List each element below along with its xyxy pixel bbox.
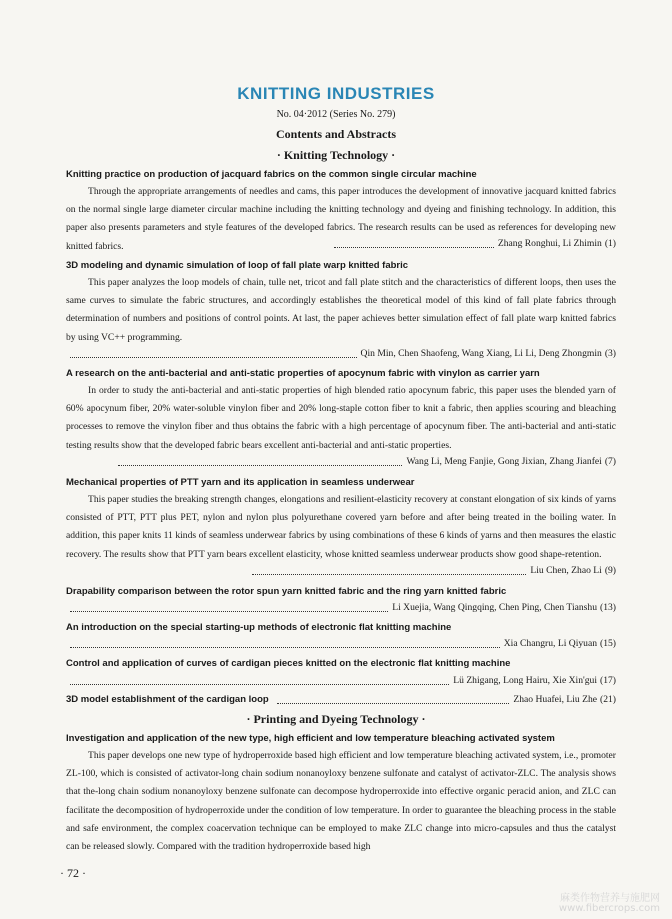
article-title: Control and application of curves of cardigan pieces knitted on the electronic flat knitting machine [66, 658, 511, 669]
article-title: Mechanical properties of PTT yarn and its application in seamless underwear [66, 477, 415, 488]
article-abstract: This paper studies the breaking strength changes, elongations and resilient-elasticity recovery at constant elongation of six kinds of yarns consisted of PTT, PTT plus PET, nylon and nylon plus polyurethane covered yarn before and after being treated in the boiling water. In addition, this paper knits 11 kinds of seamless underwear fabrics by using combinations of these 6 kinds of yarns and then measures the elastic recovery. The results show that PTT yarn bears excellent elasticity, whose knitted seamless underwear products show good shape-retention. [66, 494, 616, 560]
article-authors: Zhang Ronghui, Li Zhimin [497, 238, 602, 249]
article-byline [66, 694, 616, 708]
article-authors: Wang Li, Meng Fanjie, Gong Jixian, Zhang Jianfei [406, 456, 602, 467]
article-abstract: Through the appropriate arrangements of needles and cams, this paper introduces the development of innovative jacquard knitted fabrics on the normal single large diameter circular machine including the knitting technology and dyeing and finishing technology. In addition, this paper also presents parameters and style features of the developed fabrics. The research results can be used as references for developing new knitted fabrics. [66, 186, 616, 252]
article-authors: Qin Min, Chen Shaofeng, Wang Xiang, Li Li, Deng Zhongmin [360, 348, 602, 359]
article-authors: Li Xuejia, Wang Qingqing, Chen Ping, Chen Tianshu [392, 602, 598, 613]
article-page: (17) [600, 675, 616, 686]
contents-heading: Contents and Abstracts [275, 127, 396, 141]
article-title: 3D modeling and dynamic simulation of loop of fall plate warp knitted fabric [66, 260, 409, 271]
section-heading-printing: · Printing and Dyeing Technology · [246, 712, 426, 726]
article-authors: Zhao Huafei, Liu Zhe [513, 694, 598, 705]
watermark-text: 麻类作物营养与施肥网 [560, 893, 660, 904]
article-byline [66, 638, 616, 652]
article-authors: Liu Chen, Zhao Li [530, 565, 602, 576]
article-page: (15) [600, 638, 616, 649]
article-page: (13) [600, 602, 616, 613]
leader-dots [70, 354, 357, 358]
article-page: (3) [604, 348, 616, 359]
leader-dots [252, 571, 526, 575]
article-byline [66, 348, 616, 362]
article-abstract: In order to study the anti-bacterial and anti-static properties of high blended ratio apocynum fabric, this paper uses the blended yarn of 60% apocynum fiber, 20% water-soluble vinylon fiber and 20% long-staple cotton fiber to knit a fabric, then applies scouring and bleaching processes to remove the vinylon fiber and thus obtains the fabric with a high percentage of apocynum fiber. The anti-bacterial and anti-static testing results show that the developed fabric bears excellent anti-bacterial and anti-static properties. [66, 385, 616, 451]
leader-dots [334, 244, 494, 248]
leader-dots [70, 644, 500, 648]
article-page: (21) [600, 694, 616, 705]
issue-number: No. 04·2012 (Series No. 279) [276, 109, 396, 120]
leader-dots [118, 462, 402, 466]
page-number: · 72 · [60, 866, 86, 880]
article-title: Knitting practice on production of jacquard fabrics on the common single circular machine [66, 169, 477, 180]
leader-dots [70, 681, 449, 685]
section-heading-knitting: · Knitting Technology · [276, 148, 396, 162]
article-authors: Lü Zhigang, Long Hairu, Xie Xin'gui [453, 675, 598, 686]
article-title: Drapability comparison between the rotor spun yarn knitted fabric and the ring yarn knitted fabric [66, 586, 507, 597]
article-byline [114, 456, 616, 470]
article-abstract: This paper analyzes the loop models of chain, tulle net, tricot and fall plate stitch and the characteristics of different loops, then uses the same curves to simulate the fabric structures, and accordingly establishes the theoretical model of this kind of fall plate fabrics through determination of numbers and positions of control points. At last, the paper achieves better simulation effect of fall plate warp knitted fabrics by using VC++ programming. [66, 277, 616, 343]
article-byline [248, 565, 616, 579]
article-page: (1) [604, 238, 616, 249]
article-title: An introduction on the special starting-up methods of electronic flat knitting machine [66, 622, 452, 633]
article-byline [66, 602, 616, 616]
article-page: (9) [604, 565, 616, 576]
journal-title: KNITTING INDUSTRIES [237, 84, 435, 103]
article-abstract: This paper develops one new type of hydroperroxide based high efficient and low temperature bleaching activated system, i.e., promoter ZL-100, which is consisted of activator-long chain sodium nonanoyloxy benzene sulfonate and catalyst of activator-ZLC. The analysis shows that the-long chain sodium nonanoyloxy benzene sulfonate can decompose hydroperroxide into effective organic peracid anion, and ZLC can facilitate the decomposition of hydroperroxide under the condition of low temperature. In order to guarantee the bleaching process in the stable and safe environment, the complex coacervation technique can be employed to make ZLC change into micro-capsules and thus the catalyst can be released slowly. Compared with the tradition hydroperroxide based high [66, 750, 616, 853]
article-page: (7) [604, 456, 616, 467]
leader-dots [70, 608, 388, 612]
article-title: Investigation and application of the new type, high efficient and low temperature bleaching activated system [66, 733, 555, 744]
watermark-url: www.fibercrops.com [558, 903, 660, 914]
article-title: A research on the anti-bacterial and anti-static properties of apocynum fabric with vinylon as carrier yarn [66, 368, 540, 379]
leader-dots [277, 700, 510, 704]
article-byline [66, 675, 616, 689]
article-title: 3D model establishment of the cardigan loop [66, 694, 269, 705]
article-authors: Xia Changru, Li Qiyuan [503, 638, 598, 649]
article-byline [330, 238, 616, 252]
